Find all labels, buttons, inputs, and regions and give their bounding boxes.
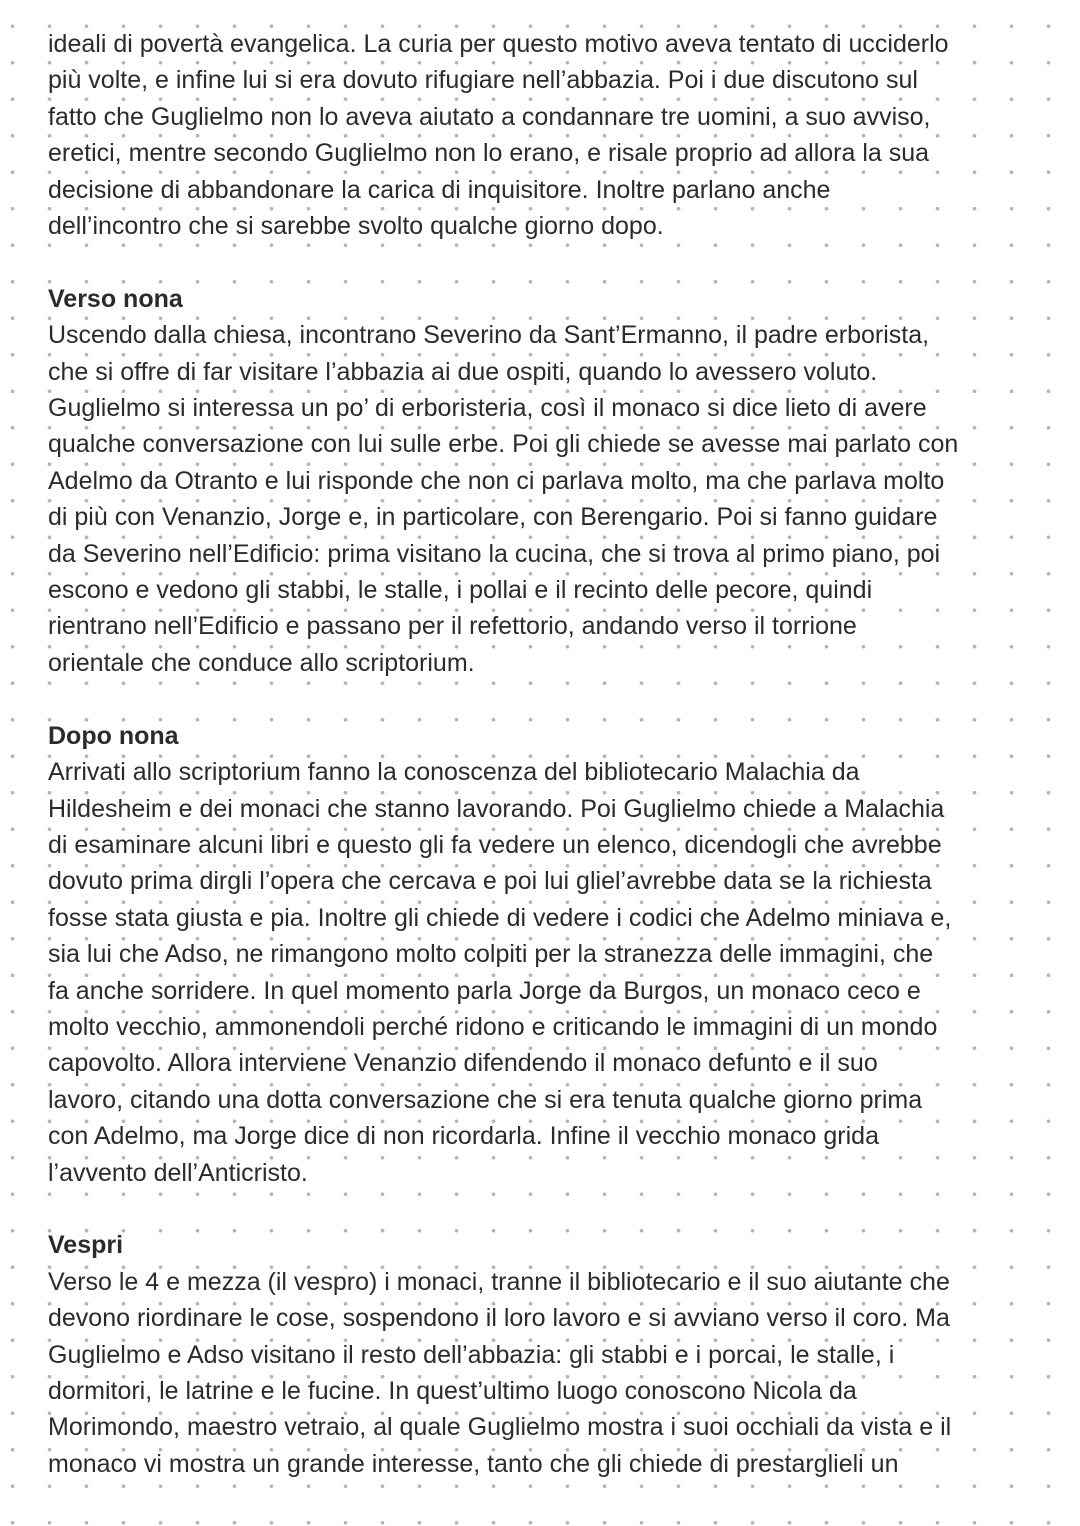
section-paragraph: [48, 754, 1038, 1191]
text-line: molto vecchio, ammonendoli perché ridono e criticando le immagini di un mondo: [48, 1012, 938, 1041]
text-line: eretici, mentre secondo Guglielmo non lo erano, e risale proprio ad allora la sua: [48, 139, 930, 168]
text-line: capovolto. Allora interviene Venanzio difendendo il monaco defunto e il suo: [48, 1049, 878, 1078]
text-line: orientale che conduce allo scriptorium.: [48, 648, 475, 677]
text-line: fatto che Guglielmo non lo aveva aiutato a condannare tre uomini, a suo avviso,: [48, 102, 931, 131]
section-dopo-nona: [48, 718, 1038, 1191]
text-line: lavoro, citando una dotta conversazione che si era tenuta qualche giorno prima: [48, 1085, 923, 1114]
text-line: con Adelmo, ma Jorge dice di non ricordarla. Infine il vecchio monaco grida: [48, 1122, 879, 1151]
text-line: fosse stata giusta e pia. Inoltre gli chiede di vedere i codici che Adelmo miniava e,: [48, 903, 952, 932]
text-line: che si offre di far visitare l’abbazia ai due ospiti, quando lo avessero voluto.: [48, 357, 878, 386]
text-line: decisione di abbandonare la carica di inquisitore. Inoltre parlano anche: [48, 175, 831, 204]
text-line: di più con Venanzio, Jorge e, in particolare, con Berengario. Poi si fanno guidare: [48, 503, 938, 532]
section-heading: Vespri: [48, 1231, 124, 1260]
text-line: dovuto prima dirgli l’opera che cercava e poi lui gliel’avrebbe data se la richiesta: [48, 867, 932, 896]
section-vespri: [48, 1227, 1038, 1482]
text-line: Arrivati allo scriptorium fanno la conoscenza del bibliotecario Malachia da: [48, 758, 860, 787]
section-paragraph: [48, 1264, 1038, 1482]
text-line: qualche conversazione con lui sulle erbe. Poi gli chiede se avesse mai parlato con: [48, 430, 959, 459]
text-line: da Severino nell’Edificio: prima visitano la cucina, che si trova al primo piano, poi: [48, 539, 941, 568]
paragraph-gap: [48, 681, 1038, 717]
section-verso-nona: [48, 281, 1038, 681]
text-line: Morimondo, maestro vetraio, al quale Guglielmo mostra i suoi occhiali da vista e il: [48, 1413, 952, 1442]
text-line: devono riordinare le cose, sospendono il loro lavoro e si avviano verso il coro. Ma: [48, 1304, 950, 1333]
text-line: più volte, e infine lui si era dovuto rifugiare nell’abbazia. Poi i due discutono sul: [48, 66, 918, 95]
paragraph-gap: [48, 1191, 1038, 1227]
section-paragraph: [48, 317, 1038, 681]
text-line: sia lui che Adso, ne rimangono molto colpiti per la stranezza delle immagini, che: [48, 940, 934, 969]
text-line: l’avvento dell’Anticristo.: [48, 1158, 308, 1187]
text-line: escono e vedono gli stabbi, le stalle, i pollai e il recinto delle pecore, quindi: [48, 576, 873, 605]
section-heading: Verso nona: [48, 284, 183, 313]
text-line: Verso le 4 e mezza (il vespro) i monaci, tranne il bibliotecario e il suo aiutante che: [48, 1267, 950, 1296]
section-heading: Dopo nona: [48, 721, 179, 750]
text-line: rientrano nell’Edificio e passano per il refettorio, andando verso il torrione: [48, 612, 857, 641]
text-line: dell’incontro che si sarebbe svolto qualche giorno dopo.: [48, 212, 664, 241]
intro-paragraph: [48, 26, 1038, 244]
document-page: [48, 26, 1038, 1482]
text-line: ideali di povertà evangelica. La curia per questo motivo aveva tentato di ucciderlo: [48, 30, 949, 58]
paragraph-gap: [48, 244, 1038, 280]
text-line: Guglielmo si interessa un po’ di erboristeria, così il monaco si dice lieto di avere: [48, 394, 927, 423]
text-line: Hildesheim e dei monaci che stanno lavorando. Poi Guglielmo chiede a Malachia: [48, 794, 945, 823]
text-line: Adelmo da Otranto e lui risponde che non ci parlava molto, ma che parlava molto: [48, 466, 945, 495]
text-line: monaco vi mostra un grande interesse, tanto che gli chiede di prestarglieli un: [48, 1449, 899, 1478]
text-line: fa anche sorridere. In quel momento parla Jorge da Burgos, un monaco ceco e: [48, 976, 921, 1005]
text-line: di esaminare alcuni libri e questo gli fa vedere un elenco, dicendogli che avrebbe: [48, 830, 942, 859]
text-line: Guglielmo e Adso visitano il resto dell’abbazia: gli stabbi e i porcai, le stalle, i: [48, 1340, 895, 1369]
text-line: dormitori, le latrine e le fucine. In quest’ultimo luogo conoscono Nicola da: [48, 1376, 857, 1405]
text-line: Uscendo dalla chiesa, incontrano Severino da Sant’Ermanno, il padre erborista,: [48, 321, 930, 350]
